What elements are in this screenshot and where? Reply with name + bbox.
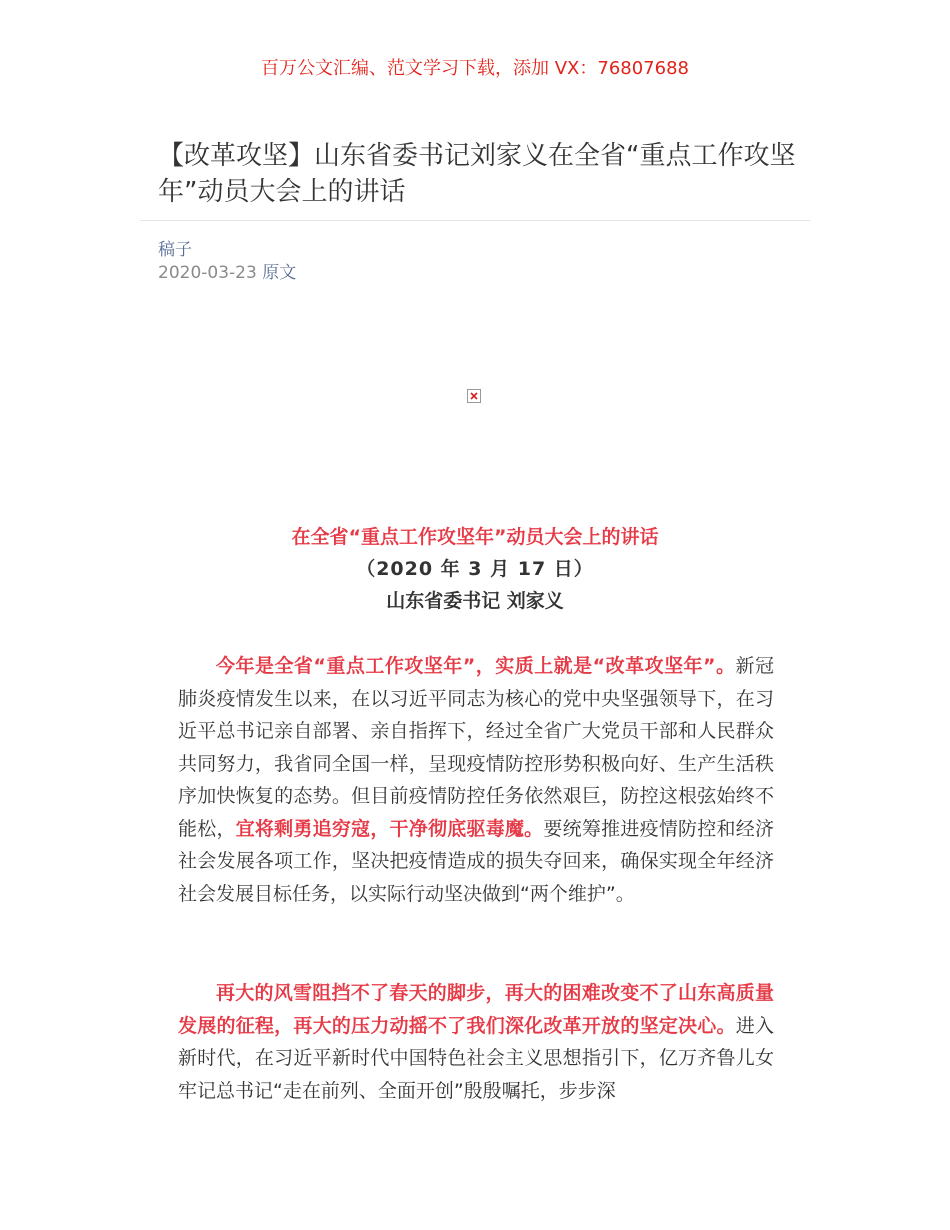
source-link[interactable]: 原文 [262,263,297,283]
paragraph-segment: 今年是全省“重点工作攻坚年”，实质上就是“改革攻坚年”。 [216,655,736,677]
speech-speaker: 山东省委书记 刘家义 [386,590,564,612]
paragraph-segment: 要统筹推进疫情防控和经济社会发展各项工作，坚决把疫情造成的损失夺回来，确保实现全年经济社会发展目标任务，以实际行动坚决做到“两个维护”。 [178,817,774,905]
title-divider [140,220,810,221]
paragraph-segment: 进入新时代，在习近平新时代中国特色社会主义思想指引下，亿万齐鲁儿女牢记总书记“走在前列、全面开创”殷殷嘱托，步步深 [178,1014,774,1102]
promo-banner: 百万公文汇编、范文学习下载，添加 VX：76807688 [261,58,689,79]
body-paragraph-2 [178,977,774,1107]
speech-header [0,521,950,617]
paragraph-segment: 宜将剩勇追穷寇，干净彻底驱毒魔。 [235,817,544,840]
broken-image-icon [467,389,481,403]
article-title: 【改革攻坚】山东省委书记刘家义在全省“重点工作攻坚年”动员大会上的讲话 [158,141,796,207]
author-name[interactable]: 稿子 [158,240,192,260]
paragraph-segment: 新冠肺炎疫情发生以来，在以习近平同志为核心的党中央坚强领导下，在习近平总书记亲自部署、亲自指挥下，经过全省广大党员干部和人民群众共同努力，我省同全国一样，呈现疫情防控形势积极向好、生产生活秩序加快恢复的态势。但目前疫情防控任务依然艰巨，防控这根弦始终不能松， [178,655,774,840]
paragraph-segment: 再大的风雪阻挡不了春天的脚步，再大的困难改变不了山东高质量发展的征程，再大的压力动摇不了我们深化改革开放的坚定决心。 [178,982,774,1037]
speech-title: 在全省“重点工作攻坚年”动员大会上的讲话 [291,526,659,548]
speech-date: （2020 年 3 月 17 日） [356,558,594,580]
body-paragraph-1 [178,650,774,910]
publish-date: 2020-03-23 [158,263,257,283]
article-meta [158,239,296,285]
